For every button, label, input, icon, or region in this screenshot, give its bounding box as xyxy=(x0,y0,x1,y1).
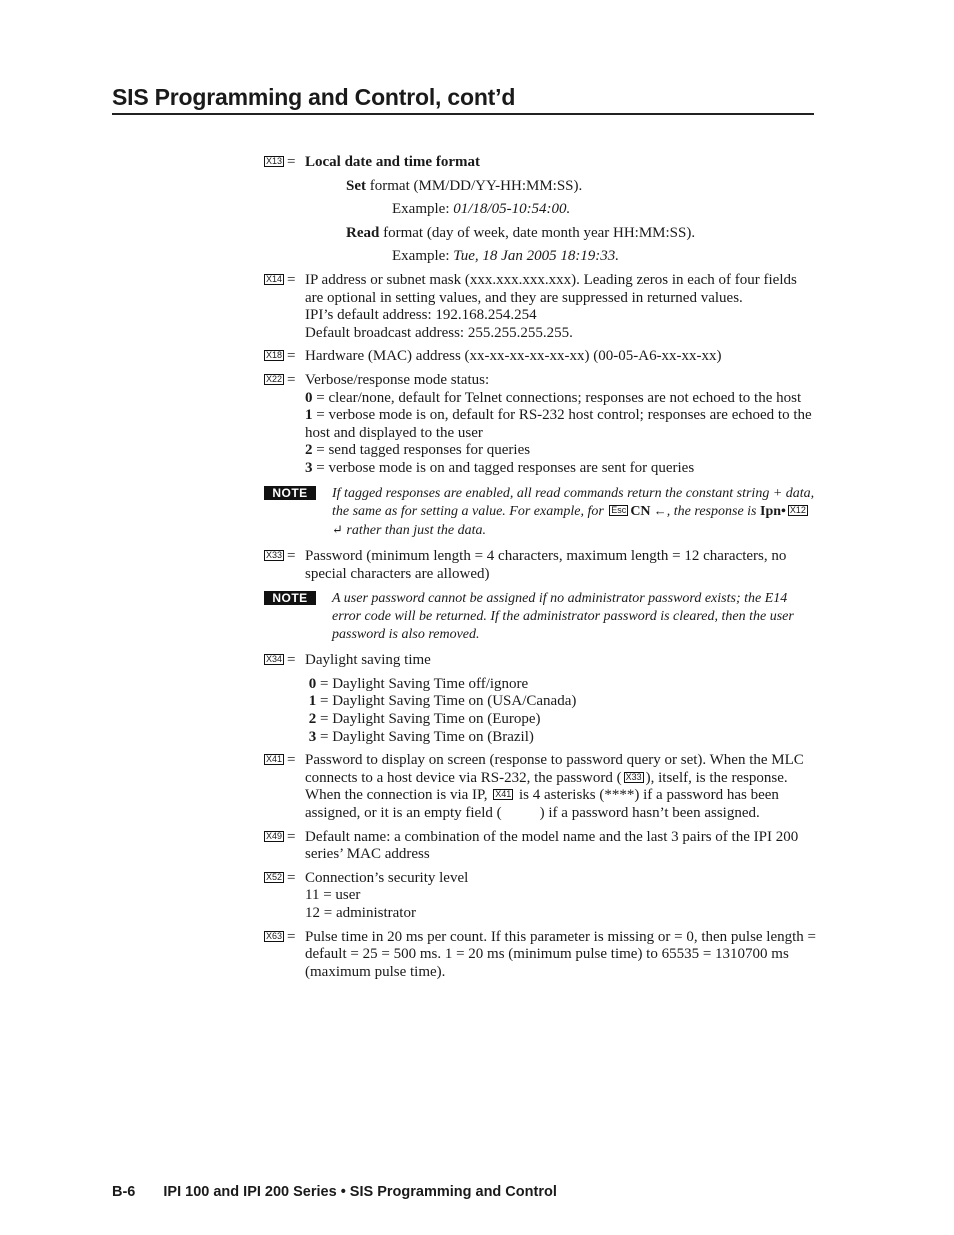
variable-tag-x63: X63 xyxy=(266,930,283,941)
footer-title: IPI 100 and IPI 200 Series • SIS Programming and Control xyxy=(163,1184,557,1200)
x22-option: 3 = verbose mode is on and tagged responses are sent for queries xyxy=(305,459,695,476)
page-number: B-6 xyxy=(112,1184,136,1200)
variable-tag-x14: X14 xyxy=(266,273,283,284)
x13-read-example: Example: Tue, 18 Jan 2005 18:19:33. xyxy=(392,248,620,265)
variable-tag-x22: X22 xyxy=(266,373,283,384)
note-user-password: NOTE A user password cannot be assigned if no administrator password exists; the E14 error code will be returned. If the administrator password is cleared, then the user password is also removed. xyxy=(264,590,816,643)
x34-option: 2 = Daylight Saving Time on (Europe) xyxy=(308,711,541,728)
variable-tag-x41-inline: X41 xyxy=(495,789,512,800)
x22-option: 2 = send tagged responses for queries xyxy=(305,442,531,459)
x22-option: 1 = verbose mode is on, default for RS-232 host control; responses are echoed to the host and displayed to the user xyxy=(305,407,812,441)
left-arrow-icon: ← xyxy=(650,503,667,519)
note-badge: NOTE xyxy=(264,591,316,605)
x13-label: Local date and time format xyxy=(305,154,480,170)
variable-definitions xyxy=(264,154,816,981)
x13-read-line: Read format (day of week, date month year HH:MM:SS). xyxy=(346,224,696,241)
x34-option: 0 = Daylight Saving Time off/ignore xyxy=(308,675,529,692)
entry-x49: X49 = Default name: a combination of the model name and the last 3 pairs of the IPI 200 series’ MAC address xyxy=(266,828,799,863)
x34-option: 3 = Daylight Saving Time on (Brazil) xyxy=(308,728,534,745)
entry-x13: X13 = Local date and time format xyxy=(266,154,480,170)
x34-option: 1 = Daylight Saving Time on (USA/Canada) xyxy=(308,693,577,710)
variable-tag-x18: X18 xyxy=(266,350,283,361)
variable-tag-x41: X41 xyxy=(266,754,283,765)
variable-tag-x52: X52 xyxy=(266,871,283,882)
entry-x14: X14 = IP address or subnet mask (xxx.xxx.xxx.xxx). Leading zeros in each of four fields are optional in setting values, and they are suppressed in returned values. IPI’s default address: 192.168.254.254 Default broadcast address: 255.255.255.255. xyxy=(266,271,797,341)
entry-x63: X63 = Pulse time in 20 ms per count. If this parameter is missing or = 0, then pulse length = default = 25 = 500 ms. 1 = 20 ms (minimum pulse time) to 65535 = 1310700 ms (maximum pulse time). xyxy=(266,928,817,980)
note-badge: NOTE xyxy=(264,486,316,500)
entry-x41: X41 = Password to display on screen (response to password query or set). When the MLC connects to a host device via RS-232, the password ( X33 ), itself, is the response. When the connection is via IP, X41 is 4 asterisks (****) if a password has been assigned, or it is an empty field ( ) if a password hasn’t been assigned. xyxy=(266,752,804,821)
variable-tag-x33: X33 xyxy=(266,550,283,561)
entry-x18: X18 = Hardware (MAC) address (xx-xx-xx-xx-xx-xx) (00-05-A6-xx-xx-xx) xyxy=(266,348,722,365)
esc-key-tag: Esc xyxy=(611,505,627,516)
variable-tag-x33-inline: X33 xyxy=(625,771,642,782)
variable-tag-x49: X49 xyxy=(266,830,283,841)
page-footer xyxy=(112,1184,557,1200)
entry-x22: X22 = Verbose/response mode status: 0 = clear/none, default for Telnet connections; responses are not echoed to the host 1 = verbose mode is on, default for RS-232 host control; responses are echoed to the host and displayed to the user 2 = send tagged responses for queries 3 = verbose mode is on and tagged responses are sent for queries xyxy=(264,372,816,478)
x13-set-line: Set format (MM/DD/YY-HH:MM:SS). xyxy=(346,177,583,194)
x13-set-example: Example: 01/18/05-10:54:00. xyxy=(392,201,571,218)
page-title: SIS Programming and Control, cont’d xyxy=(112,84,814,115)
entry-x33: X33 = Password (minimum length = 4 characters, maximum length = 12 characters, no special characters are allowed) xyxy=(266,548,787,582)
entry-x34: X34 = Daylight saving time 0 = Daylight Saving Time off/ignore 1 = Daylight Saving Time on (USA/Canada) 2 = Daylight Saving Time on (Europe) 3 = Daylight Saving Time on (Brazil) xyxy=(264,652,816,746)
x22-option: 0 = clear/none, default for Telnet connections; responses are not echoed to the host xyxy=(305,389,802,406)
variable-tag-x13: X13 xyxy=(266,156,283,166)
variable-tag-x12: X12 xyxy=(789,505,806,516)
note-tagged-responses: NOTE If tagged responses are enabled, all read commands return the constant string + data, the same as for setting a value. For example, for Esc CN ←, the response is Ipn• X12↵ rather than just the data. xyxy=(264,485,816,540)
enter-return-icon: ↵ xyxy=(332,521,343,537)
entry-x52: X52 = Connection’s security level 11 = user 12 = administrator xyxy=(266,869,469,921)
variable-tag-x34: X34 xyxy=(266,654,283,665)
